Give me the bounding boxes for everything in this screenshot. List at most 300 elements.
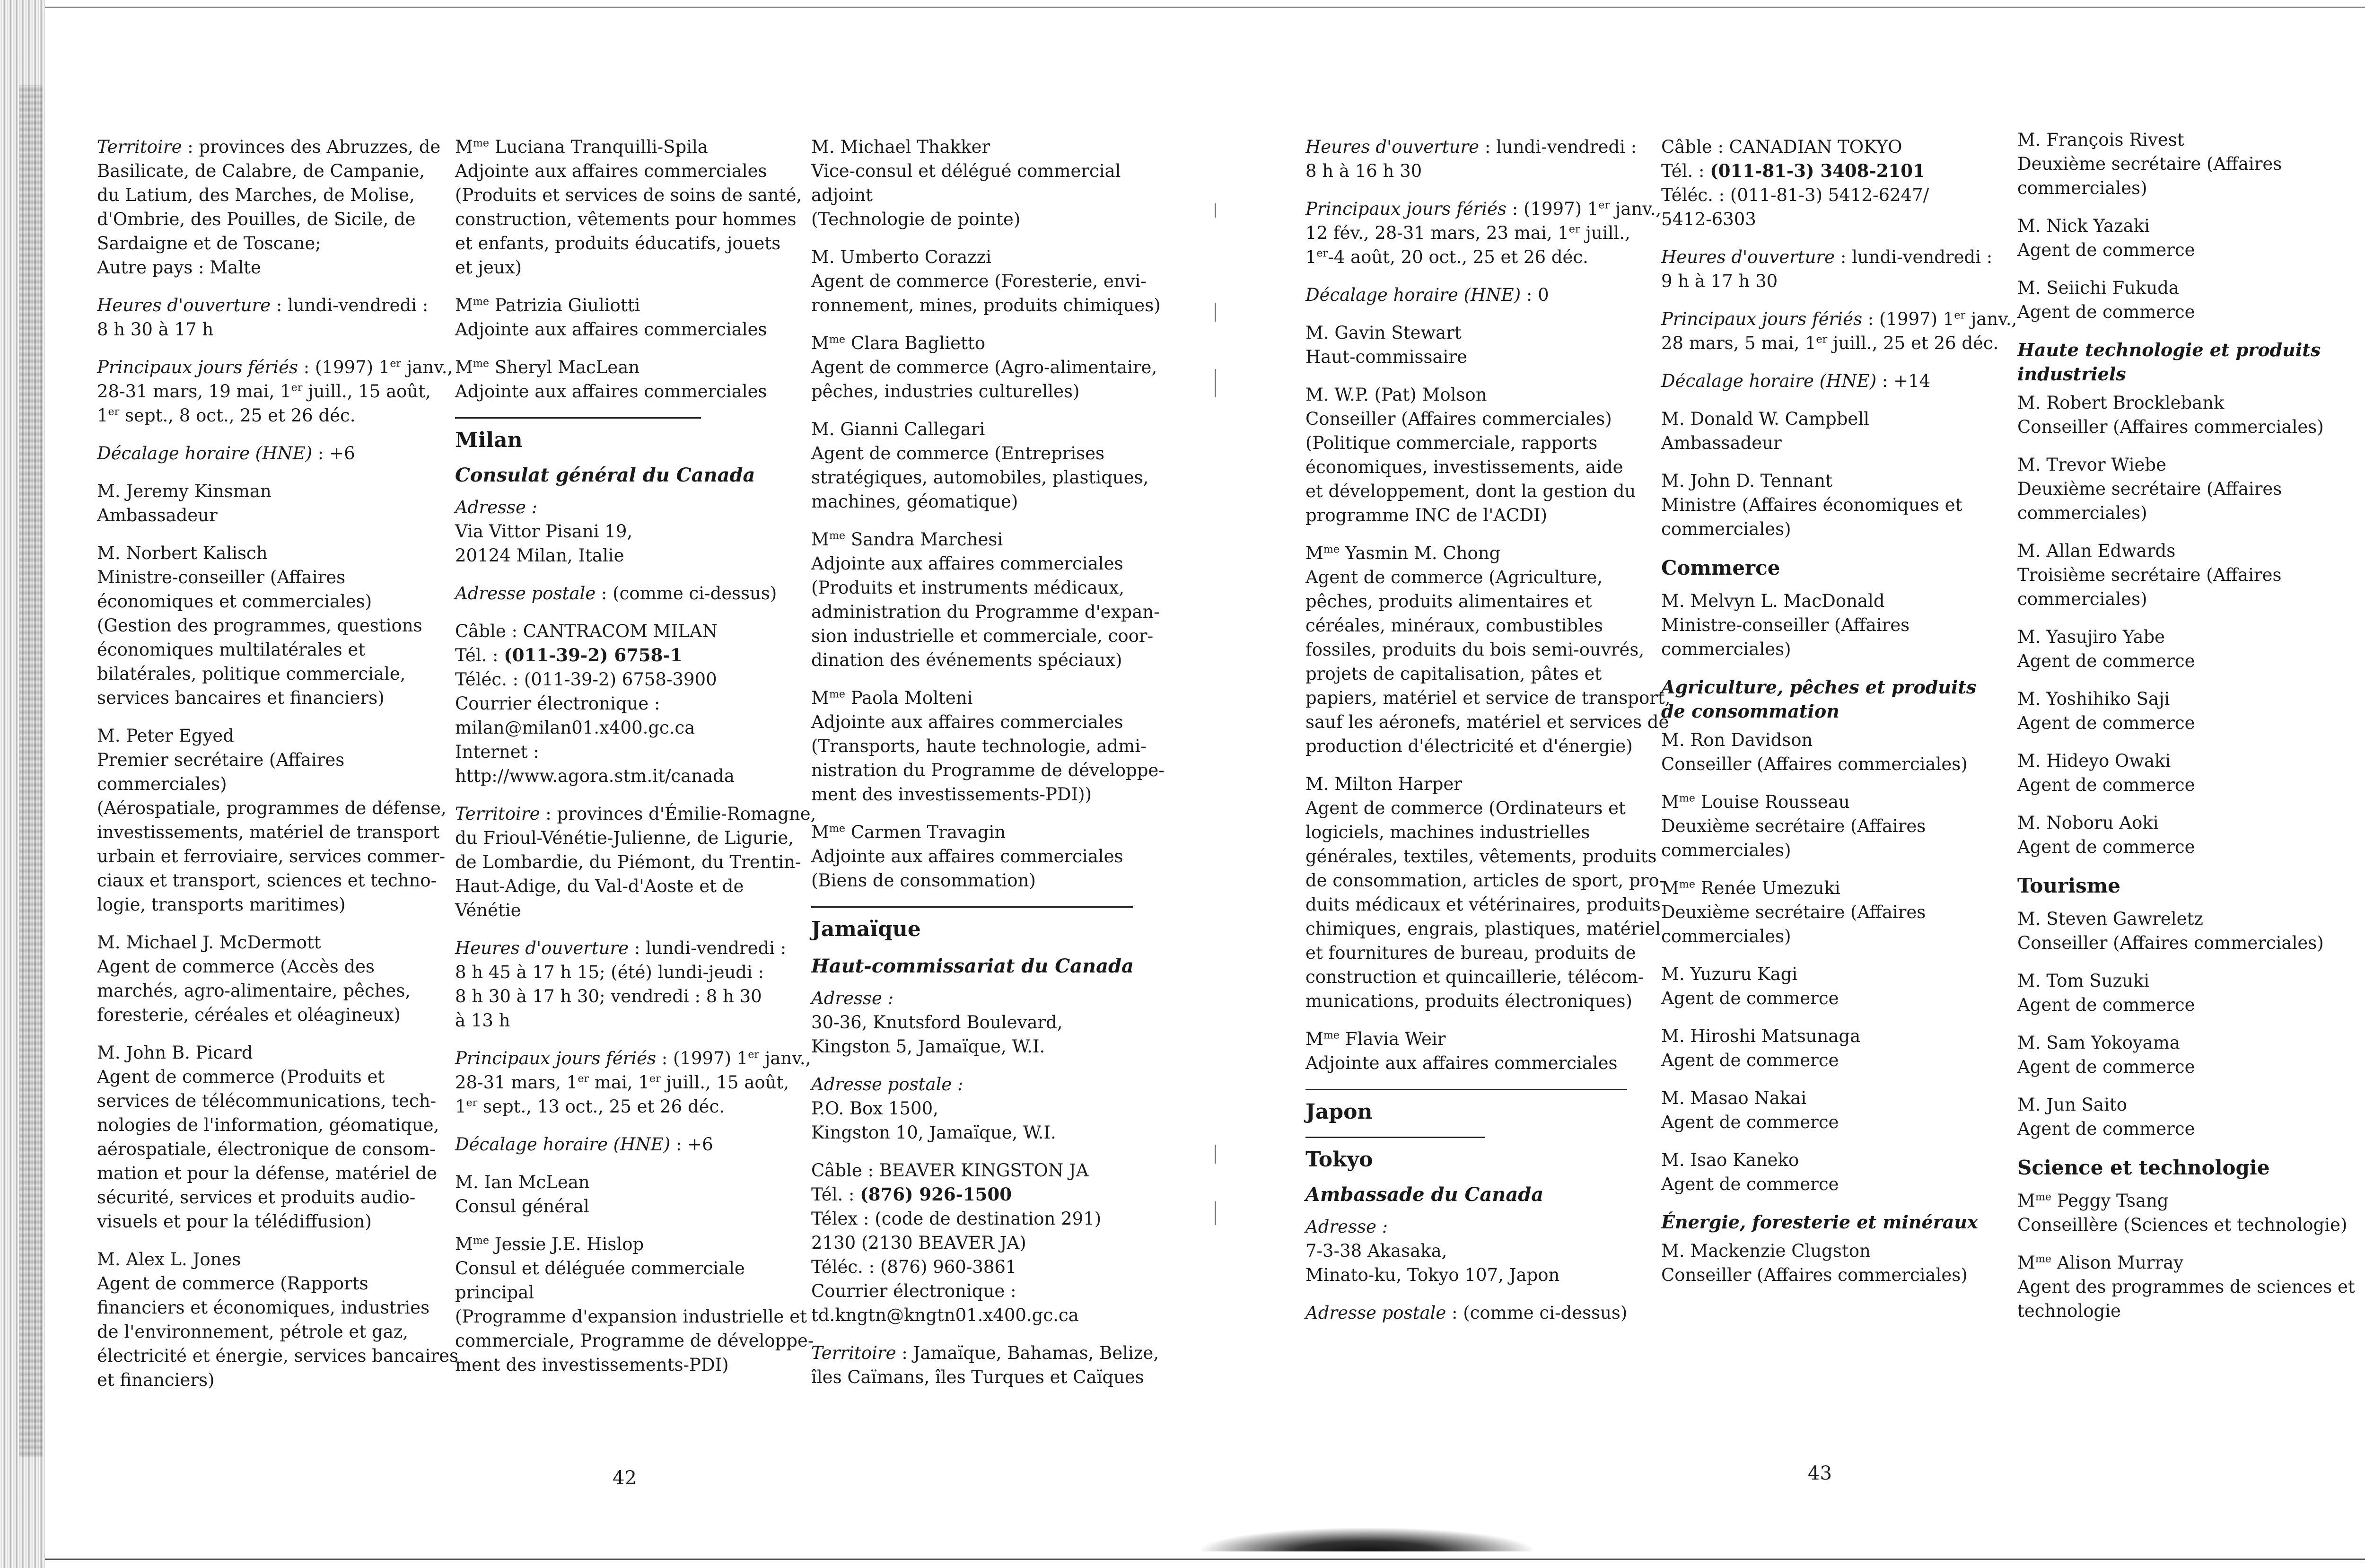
staff-title-line: chimiques, engrais, plastiques, matériel (1305, 919, 1661, 939)
honorific-suffix: me (1323, 543, 1340, 556)
time-offset-block: Décalage horaire (HNE) : 0 (1305, 285, 1549, 305)
staff-list (811, 135, 1165, 893)
staff-title-line: Deuxième secrétaire (Affaires (2017, 479, 2282, 499)
staff-title-line: Agent de commerce (2017, 775, 2195, 795)
staff-title-line: économiques, investissements, aide (1305, 457, 1623, 477)
staff-title-line: Conseiller (Affaires commerciales) (2017, 417, 2324, 437)
staff-title-line: Agent de commerce (Entreprises (811, 443, 1105, 464)
staff-entry (455, 1170, 767, 1218)
staff-name: M. Milton Harper (1305, 774, 1462, 794)
staff-title-line: ment des investissements-PDI)) (811, 784, 1092, 805)
staff-entry (455, 1232, 814, 1377)
staff-name: M. Mackenzie Clugston (1661, 1241, 1871, 1261)
staff-name: M. Hiroshi Matsunaga (1661, 1026, 1861, 1046)
staff-title-line: technologie (2017, 1301, 2121, 1321)
staff-name-text: Yasmin M. Chong (1345, 543, 1501, 563)
page-number-left: 42 (613, 1467, 637, 1489)
staff-entry (811, 686, 1165, 806)
staff-entry (811, 331, 1157, 403)
staff-entry (2017, 1093, 2358, 1141)
staff-title-line: et financiers) (97, 1370, 215, 1390)
staff-entry (2017, 453, 2358, 525)
staff-name-text: Luciana Tranquilli-Spila (494, 137, 708, 157)
staff-entry (811, 527, 1160, 672)
staff-title-line: (Produits et services de soins de santé, (455, 185, 802, 205)
subsection-heading-high-tech: Haute technologie et produits industriels (2017, 339, 2321, 385)
staff-title-line: Agent de commerce (1661, 1174, 1839, 1194)
staff-name: M. Umberto Corazzi (811, 247, 992, 267)
staff-name: M. Yuzuru Kagi (1661, 964, 1798, 984)
staff-entry (1305, 1027, 1618, 1075)
left-column-1 (97, 135, 459, 1406)
staff-title-line: projets de capitalisation, pâtes et (1305, 664, 1602, 684)
staff-name: M. Isao Kaneko (1661, 1150, 1799, 1170)
honorific: M (455, 357, 473, 377)
staff-entry (2017, 1189, 2358, 1237)
staff-name-text: Jessie J.E. Hislop (494, 1234, 644, 1254)
contact-block: Câble : CANTRACOM MILAN Tél. : (011-39-2) 6758-1 Téléc. : (011-39-2) 6758-3900 Courrier électronique : milan@milan01.x400.gc.ca Internet : http://www.agora.stm.it/canada (455, 621, 735, 786)
staff-name: M. Yoshihiko Saji (2017, 689, 2170, 709)
office-heading: Haut-commissariat du Canada (811, 955, 1134, 977)
staff-entry (1661, 469, 1992, 541)
honorific-suffix: me (829, 688, 846, 701)
office-heading: Consulat général du Canada (455, 464, 755, 486)
left-column-3 (811, 135, 1165, 1403)
staff-title-line: visuels et pour la télédiffusion) (97, 1211, 372, 1232)
staff-title-line: Adjointe aux affaires commerciales (811, 846, 1123, 867)
phone-number: (876) 926-1500 (860, 1184, 1012, 1205)
holidays-block: Principaux jours fériés : (1997) 1er janv., 28 mars, 5 mai, 1er juill., 25 et 26 déc. (1661, 309, 2017, 353)
honorific: M (2017, 1253, 2035, 1273)
staff-title-line: urbain et ferroviaire, services commer- (97, 846, 446, 867)
staff-name-text: Paola Molteni (850, 688, 973, 708)
staff-name: M. Gianni Callegari (811, 419, 985, 439)
book-binding-edge (0, 0, 45, 1568)
section-heading-tourism: Tourisme (2017, 874, 2120, 897)
staff-entry (1661, 1239, 1992, 1287)
staff-name: M. John D. Tennant (1661, 471, 1832, 491)
staff-title-line: foresterie, céréales et oléagineux) (97, 1005, 401, 1025)
staff-title-line: sécurité, services et produits audio- (97, 1187, 416, 1208)
staff-name-text: Peggy Tsang (2057, 1191, 2169, 1211)
staff-title-line: Ambassadeur (97, 505, 218, 526)
staff-title-line: Vice-consul et délégué commercial (811, 161, 1121, 181)
staff-title-line: Agent de commerce (Agro-alimentaire, (811, 357, 1157, 377)
opening-hours-block: Heures d'ouverture : lundi-vendredi : 8 h 30 à 17 h (97, 295, 429, 340)
staff-title-line: fossiles, produits du bois semi-ouvrés, (1305, 639, 1645, 660)
staff-title-line: logiciels, machines industrielles (1305, 822, 1590, 842)
staff-entry (2017, 969, 2358, 1017)
staff-list (1661, 1239, 1992, 1287)
staff-entry (1305, 321, 1613, 369)
staff-title-line: commerciale, Programme de développe- (455, 1331, 814, 1351)
staff-title-line: Adjointe aux affaires commerciales (455, 319, 767, 340)
page-top-edge (45, 7, 2365, 8)
staff-title-line: Ministre-conseiller (Affaires (97, 567, 346, 587)
section-heading-science: Science et technologie (2017, 1156, 2270, 1179)
office-heading: Ambassade du Canada (1305, 1183, 1544, 1206)
staff-name (1305, 541, 1613, 565)
territory-block: Territoire : provinces d'Émilie-Romagne, du Frioul-Vénétie-Julienne, de Ligurie, de Lombardie, du Piémont, du Trentin- Haut-Adige, du Val-d'Aoste et de Vénétie (455, 804, 816, 920)
page-number-right: 43 (1808, 1463, 1832, 1484)
staff-title-line: nistration du Programme de développe- (811, 760, 1165, 780)
staff-entry (2017, 907, 2358, 955)
staff-name-text: Carmen Travagin (850, 822, 1006, 842)
holidays-block: Principaux jours fériés : (1997) 1er janv., 12 fév., 28-31 mars, 23 mai, 1er juill., 1er-4 août, 20 oct., 25 et 26 déc. (1305, 199, 1662, 267)
staff-title-line: Adjointe aux affaires commerciales (455, 161, 767, 181)
staff-name (455, 293, 767, 317)
opening-hours-block: Heures d'ouverture : lundi-vendredi : 8 h à 16 h 30 (1305, 137, 1637, 181)
staff-title-line: Agent de commerce (2017, 837, 2195, 857)
staff-title-line: Agent de commerce (2017, 713, 2195, 733)
staff-title-line: ment des investissements-PDI) (455, 1355, 729, 1375)
staff-entry (1661, 790, 1992, 862)
staff-title-line: Troisième secrétaire (Affaires (2017, 565, 2282, 585)
staff-title-line: ronnement, mines, produits chimiques) (811, 295, 1161, 315)
staff-name-text: Sheryl MacLean (494, 357, 640, 377)
staff-name (2017, 1189, 2358, 1213)
staff-title-line: Agent de commerce (Foresterie, envi- (811, 271, 1147, 291)
staff-name: M. Ian McLean (455, 1172, 590, 1192)
staff-title-line: nologies de l'information, géomatique, (97, 1115, 439, 1135)
subsection-heading-energy: Énergie, foresterie et minéraux (1661, 1211, 1978, 1233)
honorific-suffix: me (829, 822, 846, 835)
postal-address-block: Adresse postale : P.O. Box 1500, Kingston 10, Jamaïque, W.I. (811, 1074, 1056, 1143)
staff-title-line: économiques et commerciales) (97, 591, 372, 612)
staff-entry (1661, 728, 1992, 776)
phone-number: (011-39-2) 6758-1 (504, 645, 683, 666)
staff-title-line: Agent de commerce (Agriculture, (1305, 567, 1603, 587)
staff-name: M. W.P. (Pat) Molson (1305, 385, 1487, 405)
staff-name: M. Seiichi Fukuda (2017, 278, 2179, 298)
staff-entry (97, 1041, 439, 1234)
honorific: M (811, 333, 829, 353)
time-offset-block: Décalage horaire (HNE) : +14 (1661, 371, 1931, 391)
staff-title-line: générales, textiles, vêtements, produits (1305, 846, 1657, 867)
staff-entry (1305, 541, 1671, 758)
staff-title-line: Agent de commerce (1661, 1112, 1839, 1132)
staff-entry (455, 135, 802, 280)
staff-name: M. Jun Saito (2017, 1095, 2128, 1115)
gutter-shadow (1201, 1528, 1533, 1551)
staff-entry (811, 820, 1142, 893)
staff-title-line: bilatérales, politique commerciale, (97, 664, 406, 684)
staff-title-line: services bancaires et financiers) (97, 688, 385, 708)
staff-title-line: Conseillère (Sciences et technologie) (2017, 1215, 2347, 1235)
staff-name (455, 355, 767, 379)
honorific-suffix: me (1679, 878, 1696, 891)
honorific-suffix: me (473, 295, 490, 308)
staff-title-line: commerciales) (2017, 589, 2147, 609)
staff-title-line: céréales, minéraux, combustibles (1305, 615, 1603, 636)
staff-title-line: de l'environnement, pétrole et gaz, (97, 1322, 408, 1342)
staff-name: M. Allan Edwards (2017, 541, 2176, 561)
honorific: M (1305, 1029, 1323, 1049)
staff-name (811, 331, 1142, 355)
staff-title-line: Consul et déléguée commerciale (455, 1258, 745, 1279)
staff-entry (2017, 276, 2358, 324)
staff-entry (2017, 1251, 2358, 1323)
staff-title-line: Premier secrétaire (Affaires (97, 750, 345, 770)
staff-title-line: (Programme d'expansion industrielle et (455, 1306, 807, 1327)
honorific: M (1661, 878, 1679, 898)
address-block: Adresse : Via Vittor Pisani 19, 20124 Milan, Italie (455, 497, 633, 566)
staff-title-line: marchés, agro-alimentaire, pêches, (97, 981, 411, 1001)
staff-entry (97, 541, 422, 710)
staff-title-line: Agent des programmes de sciences et (2017, 1277, 2355, 1297)
staff-title-line: Agent de commerce (2017, 995, 2195, 1015)
staff-title-line: électricité et énergie, services bancaires (97, 1346, 459, 1366)
staff-name (1661, 876, 1992, 900)
postal-address-block: Adresse postale : (comme ci-dessus) (1305, 1303, 1628, 1323)
staff-title-line: Deuxième secrétaire (Affaires (1661, 902, 1926, 922)
honorific: M (1661, 792, 1679, 812)
staff-entry (2017, 687, 2358, 735)
staff-list (2017, 907, 2358, 1141)
staff-title-line: Deuxième secrétaire (Affaires (1661, 816, 1926, 836)
staff-title-line: commerciales) (2017, 178, 2147, 198)
staff-title-line: et développement, dont la gestion du (1305, 481, 1636, 501)
contact-block: Câble : CANADIAN TOKYO Tél. : (011-81-3) 3408-2101 Téléc. : (011-81-3) 5412-6247/ 5412-6303 (1661, 137, 1929, 229)
address-block: Adresse : 7-3-38 Akasaka, Minato-ku, Tokyo 107, Japon (1305, 1217, 1560, 1285)
staff-entry (2017, 749, 2358, 797)
staff-entry (1661, 407, 1992, 455)
staff-title-line: ciaux et transport, sciences et techno- (97, 870, 437, 891)
staff-entry (1661, 1024, 1992, 1072)
staff-name: M. Trevor Wiebe (2017, 455, 2166, 475)
staff-list (2017, 128, 2358, 324)
staff-title-line: administration du Programme d'expan- (811, 602, 1160, 622)
staff-title-line: Conseiller (Affaires commerciales) (1305, 409, 1612, 429)
staff-title-line: Deuxième secrétaire (Affaires (2017, 154, 2282, 174)
staff-title-line: aérospatiale, électronique de consom- (97, 1139, 436, 1159)
honorific-suffix: me (2035, 1191, 2052, 1203)
staff-name (811, 686, 1142, 710)
honorific-suffix: me (473, 1234, 490, 1247)
staff-title-line: de consommation, articles de sport, pro- (1305, 870, 1665, 891)
phone-number: (011-81-3) 3408-2101 (1710, 160, 1925, 181)
staff-name (811, 527, 1142, 552)
staff-title-line: Agent de commerce (Rapports (97, 1273, 368, 1294)
staff-entry (97, 1247, 459, 1392)
honorific-suffix: me (1679, 792, 1696, 805)
staff-title-line: (Gestion des programmes, questions (97, 615, 422, 636)
staff-name: M. Donald W. Campbell (1661, 409, 1869, 429)
staff-list (455, 1170, 814, 1377)
staff-title-line: et jeux) (455, 257, 522, 278)
staff-title-line: Agent de commerce (1661, 1050, 1839, 1070)
staff-title-line: construction, vêtements pour hommes (455, 209, 797, 229)
honorific-suffix: me (473, 137, 490, 149)
city-heading: Milan (455, 417, 701, 454)
staff-title-line: Agent de commerce (Produits et (97, 1067, 385, 1087)
city-heading: Tokyo (1305, 1137, 1485, 1173)
right-column-1 (1305, 135, 1671, 1339)
staff-title-line: Conseiller (Affaires commerciales) (2017, 933, 2324, 953)
staff-title-line: commerciales) (97, 774, 227, 794)
time-offset-block: Décalage horaire (HNE) : +6 (455, 1134, 713, 1155)
staff-name-text: Alison Murray (2057, 1253, 2184, 1273)
staff-title-line: sauf les aéronefs, matériel et services de (1305, 712, 1669, 732)
staff-title-line: commerciales) (1661, 519, 1791, 539)
staff-name: M. John B. Picard (97, 1042, 253, 1063)
left-column-2 (455, 135, 816, 1391)
staff-entry (97, 479, 409, 527)
staff-name (455, 1232, 767, 1256)
staff-entry (1305, 772, 1665, 1013)
honorific: M (455, 137, 473, 157)
staff-name: M. Norbert Kalisch (97, 543, 268, 563)
honorific: M (811, 529, 829, 550)
staff-title-line: (Biens de consommation) (811, 870, 1036, 891)
staff-title-line: (Produits et instruments médicaux, (811, 578, 1124, 598)
staff-title-line: mation et pour la défense, matériel de (97, 1163, 438, 1183)
staff-title-line: financiers et économiques, industries (97, 1297, 430, 1318)
staff-name: M. Sam Yokoyama (2017, 1033, 2180, 1053)
staff-list (1661, 589, 1992, 661)
staff-list (1305, 321, 1671, 1075)
staff-title-line: commerciales) (1661, 639, 1791, 659)
staff-title-line: logie, transports maritimes) (97, 894, 346, 915)
staff-list (1661, 728, 1992, 1196)
territory-block: Territoire : Jamaïque, Bahamas, Belize, îles Caïmans, îles Turques et Caïques (811, 1343, 1159, 1387)
staff-title-line: investissements, matériel de transport (97, 822, 440, 842)
address-block: Adresse : 30-36, Knutsford Boulevard, Kingston 5, Jamaïque, W.I. (811, 988, 1063, 1057)
postal-address-block: Adresse postale : (comme ci-dessus) (455, 583, 777, 604)
staff-name-text: Patrizia Giuliotti (494, 295, 640, 315)
staff-name: M. Melvyn L. MacDonald (1661, 591, 1885, 611)
staff-title-line: Adjointe aux affaires commerciales (1305, 1053, 1618, 1073)
staff-title-line: duits médicaux et vétérinaires, produits (1305, 894, 1661, 915)
staff-name: M. Yasujiro Yabe (2017, 627, 2165, 647)
staff-title-line: Agent de commerce (Ordinateurs et (1305, 798, 1626, 818)
staff-entry (1305, 383, 1636, 527)
contact-block: Câble : BEAVER KINGSTON JA Tél. : (876) 926-1500 Télex : (code de destination 291) 2130 (2130 BEAVER JA) Téléc. : (876) 960-3861 Courrier électronique : td.kngtn@kngtn01.x400.gc.ca (811, 1160, 1102, 1325)
opening-hours-block: Heures d'ouverture : lundi-vendredi : 9 h à 17 h 30 (1661, 247, 1993, 291)
staff-title-line: Conseiller (Affaires commerciales) (1661, 754, 1968, 774)
staff-name-text: Clara Baglietto (850, 333, 986, 353)
honorific-suffix: me (2035, 1253, 2052, 1265)
staff-title-line: sion industrielle et commerciale, coor- (811, 626, 1154, 646)
staff-entry (2017, 539, 2358, 611)
staff-name: M. Masao Nakai (1661, 1088, 1807, 1108)
staff-entry (455, 293, 767, 342)
staff-entry (97, 724, 447, 917)
staff-title-line: Agent de commerce (2017, 651, 2195, 671)
staff-title-line: principal (455, 1282, 534, 1303)
staff-title-line: Agent de commerce (2017, 1057, 2195, 1077)
staff-name: M. Robert Brocklebank (2017, 393, 2225, 413)
staff-title-line: programme INC de l'ACDI) (1305, 505, 1548, 526)
staff-entry (2017, 128, 2358, 200)
honorific: M (1305, 543, 1323, 563)
honorific-suffix: me (829, 333, 846, 346)
staff-title-line: stratégiques, automobiles, plastiques, (811, 467, 1149, 488)
staff-entry (811, 417, 1149, 514)
staff-name: M. Michael Thakker (811, 137, 990, 157)
country-heading: Japon (1305, 1089, 1627, 1125)
right-column-3 (2017, 128, 2358, 1337)
staff-name: M. Nick Yazaki (2017, 216, 2150, 236)
staff-entry (1661, 1086, 1992, 1134)
time-offset-block: Décalage horaire (HNE) : +6 (97, 443, 355, 464)
staff-title-line: Adjointe aux affaires commerciales (455, 381, 767, 402)
staff-title-line: commerciales) (1661, 926, 1791, 946)
staff-title-line: Agent de commerce (1661, 988, 1839, 1008)
staff-name: M. Michael J. McDermott (97, 932, 321, 953)
territory-block: Territoire : provinces des Abruzzes, de Basilicate, de Calabre, de Campanie, du Latium, des Marches, de Molise, d'Ombrie, des Pouilles, de Sicile, de Sardaigne et de Toscane; Autre pays : Malte (97, 137, 441, 278)
staff-title-line: commerciales) (1661, 840, 1791, 860)
staff-entry (1661, 962, 1992, 1010)
right-column-2 (1661, 135, 2017, 1301)
staff-name-text: Louise Rousseau (1700, 792, 1850, 812)
staff-title-line: services de télécommunications, tech- (97, 1091, 437, 1111)
staff-entry (811, 245, 1161, 317)
staff-entry (2017, 1031, 2358, 1079)
staff-name-text: Renée Umezuki (1700, 878, 1840, 898)
staff-title-line: Agent de commerce (Accès des (97, 956, 375, 977)
honorific: M (811, 822, 829, 842)
staff-entry (1661, 1148, 1992, 1196)
staff-name: M. Peter Egyed (97, 726, 234, 746)
section-heading-commerce: Commerce (1661, 556, 1780, 579)
staff-list (1661, 407, 1992, 541)
holidays-block: Principaux jours fériés : (1997) 1er janv., 28-31 mars, 1er mai, 1er juill., 15 août, 1er sept., 13 oct., 25 et 26 déc. (455, 1048, 811, 1117)
staff-title-line: (Technologie de pointe) (811, 209, 1021, 229)
staff-entry (2017, 214, 2358, 262)
staff-title-line: et fournitures de bureau, produits de (1305, 943, 1636, 963)
staff-name: M. Noboru Aoki (2017, 813, 2159, 833)
staff-title-line: pêches, produits alimentaires et (1305, 591, 1592, 612)
staff-title-line: machines, géomatique) (811, 491, 1018, 512)
staff-name (2017, 1251, 2358, 1275)
honorific-suffix: me (473, 357, 490, 370)
staff-name (1661, 790, 1992, 814)
staff-name: M. Hideyo Owaki (2017, 751, 2171, 771)
staff-name: M. François Rivest (2017, 130, 2184, 150)
staff-title-line: munications, produits électroniques) (1305, 991, 1632, 1011)
staff-list (455, 135, 802, 403)
staff-list (2017, 1189, 2358, 1323)
staff-title-line: économiques multilatérales et (97, 639, 366, 660)
staff-name: M. Tom Suzuki (2017, 971, 2150, 991)
staff-title-line: production d'électricité et d'énergie) (1305, 736, 1633, 756)
staff-name: M. Ron Davidson (1661, 730, 1813, 750)
staff-title-line: et enfants, produits éducatifs, jouets (455, 233, 781, 254)
staff-list (97, 479, 459, 1392)
page-bottom-edge (45, 1559, 2365, 1560)
staff-title-line: (Transports, haute technologie, admi- (811, 736, 1147, 756)
staff-title-line: Adjointe aux affaires commerciales (811, 553, 1123, 574)
staff-title-line: dination des événements spéciaux) (811, 650, 1122, 670)
staff-entry (2017, 811, 2358, 859)
staff-list (2017, 391, 2358, 859)
country-heading: Jamaïque (811, 906, 1133, 943)
gutter-marks (1212, 132, 1219, 1268)
honorific: M (455, 295, 473, 315)
staff-entry (2017, 391, 2358, 439)
staff-title-line: Agent de commerce (2017, 1119, 2195, 1139)
staff-title-line: pêches, industries culturelles) (811, 381, 1080, 402)
honorific-suffix: me (1323, 1029, 1340, 1042)
staff-title-line: Conseiller (Affaires commerciales) (1661, 1265, 1968, 1285)
staff-title-line: Consul général (455, 1196, 589, 1217)
honorific-suffix: me (829, 529, 846, 542)
staff-title-line: Ministre-conseiller (Affaires (1661, 615, 1910, 635)
staff-name (811, 820, 1142, 844)
subsection-heading-agriculture: Agriculture, pêches et produits de consommation (1661, 676, 1977, 722)
staff-entry (455, 355, 767, 403)
